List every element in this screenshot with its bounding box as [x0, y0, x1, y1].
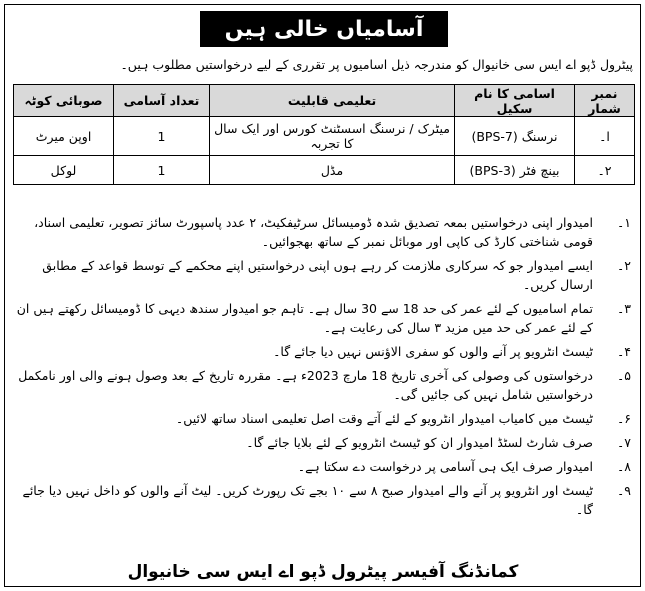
list-item: [13, 299, 633, 337]
item-text: ٹیسٹ میں کامیاب امیدوار انٹرویو کے لئے آتے وقت اصل تعلیمی اسناد ساتھ لائیں۔: [175, 411, 593, 426]
header-qualification: تعلیمی قابلیت: [210, 85, 455, 117]
list-item: [13, 409, 633, 428]
table-row: [14, 156, 635, 185]
item-number: ۲۔: [616, 258, 631, 273]
item-text: امیدوار اپنی درخواستیں بمعہ تصدیق شدہ ڈومیسائل سرٹیفکیٹ، ۲ عدد پاسپورٹ سائز تصویر، تعلیمی اسناد، قومی شناختی کارڈ کی کاپی اور موبائل نمبر کے ساتھ بھجوائیں۔: [34, 215, 593, 249]
list-item: [13, 366, 633, 404]
header-serial: نمبر شمار: [575, 85, 635, 117]
item-number: ۱۔: [616, 215, 631, 230]
cell-serial: ۲۔: [575, 156, 635, 185]
item-number: ۷۔: [616, 435, 631, 450]
list-item: [13, 213, 633, 251]
item-number: ۵۔: [616, 368, 631, 383]
item-text: ٹیسٹ اور انٹرویو پر آنے والے امیدوار صبح ۸ سے ۱۰ بجے تک رپورٹ کریں۔ لیٹ آنے والوں کو داخل نہیں دیا جائے گا۔: [22, 483, 593, 517]
item-number: ۳۔: [616, 301, 631, 316]
job-advertisement: [4, 4, 641, 587]
cell-count: 1: [114, 117, 210, 156]
cell-quota: اوپن میرٹ: [14, 117, 114, 156]
cell-count: 1: [114, 156, 210, 185]
item-number: ۸۔: [616, 459, 631, 474]
item-text: ایسے امیدوار جو کہ سرکاری ملازمت کر رہے ہوں اپنی درخواستیں اپنے محکمے کے توسط قواعد کے مطابق ارسال کریں۔: [42, 258, 593, 292]
post-name: بینچ فٹر: [519, 162, 560, 178]
cell-post-name: [455, 117, 575, 156]
table-row: [14, 117, 635, 156]
cell-post-name: [455, 156, 575, 185]
posts-table: [13, 84, 635, 185]
header-post-name: اسامی کا نام سکیل: [455, 85, 575, 117]
table-header-row: [14, 85, 635, 117]
list-item: [13, 481, 633, 519]
post-scale: (BPS-3): [469, 162, 516, 178]
signature-footer: کمانڈنگ آفیسر پیٹرول ڈپو اے ایس سی خانیوال: [127, 562, 519, 582]
cell-quota: لوکل: [14, 156, 114, 185]
list-item: [13, 342, 633, 361]
list-item: [13, 256, 633, 294]
cell-qualification: مڈل: [210, 156, 455, 185]
post-name: نرسنگ: [521, 128, 558, 144]
cell-qualification: میٹرک / نرسنگ اسسٹنٹ کورس اور ایک سال کا تجربہ: [210, 117, 455, 156]
post-scale: (BPS-7): [471, 128, 518, 144]
page-title: آسامیاں خالی ہیں: [200, 11, 448, 47]
terms-list: [13, 213, 633, 524]
item-text: تمام اسامیوں کے لئے عمر کی حد 18 سے 30 سال ہے۔ تاہم جو امیدوار سندھ دیہی کا ڈومیسائل رکھتے ہیں ان کے لئے عمر کی حد میں مزید ۳ سال کی رعایت ہے۔: [16, 301, 593, 335]
item-number: ۹۔: [616, 483, 631, 498]
item-number: ۴۔: [616, 344, 631, 359]
header-count: تعداد آسامی: [114, 85, 210, 117]
list-item: [13, 433, 633, 452]
item-text: صرف شارٹ لسٹڈ امیدوار ان کو ٹیسٹ انٹرویو کے لئے بلایا جائے گا۔: [246, 435, 593, 450]
item-text: ٹیسٹ انٹرویو پر آنے والوں کو سفری الاؤنس نہیں دیا جائے گا۔: [273, 344, 593, 359]
item-text: امیدوار صرف ایک ہی آسامی پر درخواست دے سکتا ہے۔: [297, 459, 593, 474]
header-quota: صوبائی کوٹہ: [14, 85, 114, 117]
item-text: درخواستوں کی وصولی کی آخری تاریخ 18 مارچ 2023ء ہے۔ مقررہ تاریخ کے بعد وصول ہونے والی اور نامکمل درخواستیں شامل نہیں کی جائیں گی۔: [18, 368, 593, 402]
list-item: [13, 457, 633, 476]
item-number: ۶۔: [616, 411, 631, 426]
intro-text: پیٹرول ڈپو اے ایس سی خانیوال کو مندرجہ ذیل اسامیوں پر تقرری کے لیے درخواستیں مطلوب ہیں۔: [120, 57, 633, 72]
cell-serial: ا۔: [575, 117, 635, 156]
